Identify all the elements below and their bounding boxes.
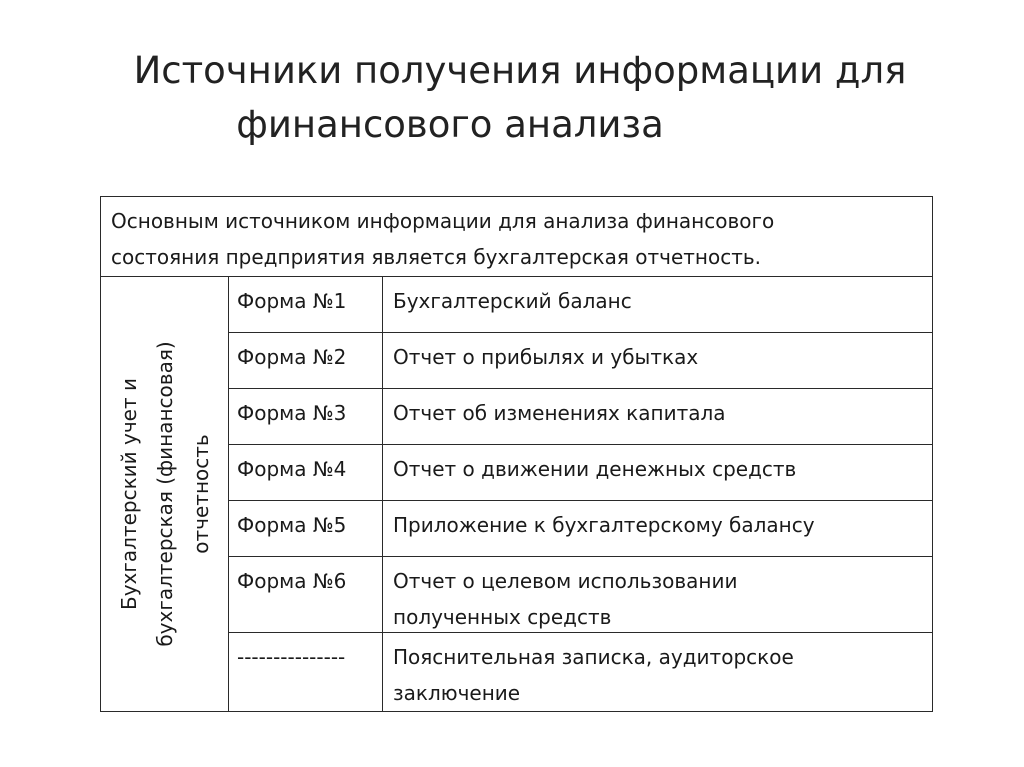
- form-code: Форма №4: [229, 445, 383, 500]
- side-label-line-2: бухгалтерская (финансовая): [153, 341, 177, 647]
- side-label: [111, 279, 219, 709]
- intro-line-2: состояния предприятия является бухгалтерская отчетность.: [111, 245, 762, 269]
- form-code: Форма №2: [229, 333, 383, 388]
- form-row-6: [229, 557, 932, 633]
- intro-line-1: Основным источником информации для анализа финансового: [111, 209, 775, 233]
- form-code: Форма №6: [229, 557, 383, 632]
- form-description: [383, 277, 932, 319]
- form-description-line: Отчет об изменениях капитала: [393, 401, 726, 425]
- form-code: ---------------: [229, 633, 383, 711]
- form-code: Форма №3: [229, 389, 383, 444]
- form-description-line: Отчет о целевом использовании: [393, 569, 738, 593]
- slide-title: [80, 44, 960, 152]
- form-description-line: Отчет о движении денежных средств: [393, 457, 797, 481]
- form-row-2: [229, 333, 932, 389]
- form-description: [383, 501, 932, 543]
- forms-list: [229, 277, 932, 711]
- side-label-line-3: отчетность: [189, 434, 213, 554]
- sources-table: [100, 196, 933, 712]
- side-label-cell: [101, 277, 229, 711]
- title-line-1: Источники получения информации для: [133, 49, 907, 92]
- form-row-4: [229, 445, 932, 501]
- form-description-line: Пояснительная записка, аудиторское: [393, 645, 794, 669]
- intro-cell: [101, 197, 932, 277]
- form-description: [383, 333, 932, 375]
- form-description-line: Приложение к бухгалтерскому балансу: [393, 513, 815, 537]
- form-description: [383, 557, 932, 635]
- form-row-1: [229, 277, 932, 333]
- form-description-line: полученных средств: [393, 605, 612, 629]
- form-description-line: Бухгалтерский баланс: [393, 289, 632, 313]
- form-description: [383, 445, 932, 487]
- form-description: [383, 633, 932, 711]
- form-code: Форма №1: [229, 277, 383, 332]
- form-description-line: Отчет о прибылях и убытках: [393, 345, 699, 369]
- form-row-7: [229, 633, 932, 711]
- form-description-line: заключение: [393, 681, 521, 705]
- side-label-line-1: Бухгалтерский учет и: [117, 378, 141, 610]
- form-code: Форма №5: [229, 501, 383, 556]
- form-row-3: [229, 389, 932, 445]
- title-line-2: финансового анализа: [236, 103, 664, 146]
- form-row-5: [229, 501, 932, 557]
- form-description: [383, 389, 932, 431]
